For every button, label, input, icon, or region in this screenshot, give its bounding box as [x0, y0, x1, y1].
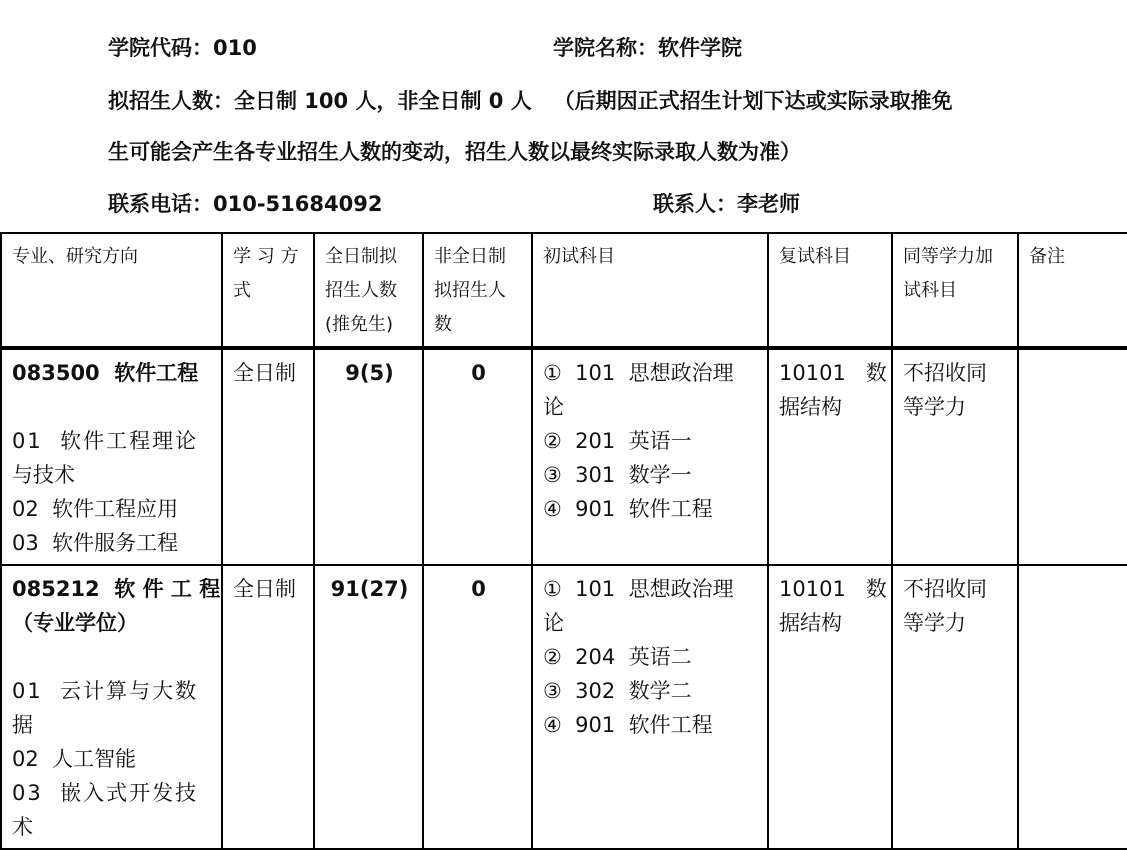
exam-line: ③ 301 数学一	[543, 463, 692, 487]
spacer	[12, 390, 213, 424]
direction-line: 03 嵌入式开发技	[12, 781, 199, 805]
major-cell	[1, 565, 222, 849]
header-part-time-count	[423, 233, 532, 348]
table-row	[1, 348, 1127, 565]
direction-line: 据	[12, 713, 33, 737]
header-ft-line: (推免生)	[325, 314, 394, 335]
contact-phone: 联系电话：010-51684092	[108, 192, 383, 216]
header-equiv-line: 同等学力加	[903, 246, 993, 267]
major-title: 083500 软件工程	[12, 361, 199, 385]
equivalent-line: 不招收同	[903, 361, 987, 385]
direction-line: 01 软件工程理论	[12, 429, 199, 453]
header-ft-line: 招生人数	[325, 280, 397, 301]
header-mode-line: 学 习 方	[233, 246, 299, 267]
header-pt-line: 非全日制	[434, 246, 506, 267]
header-major	[1, 233, 222, 348]
retest-line: 据结构	[779, 611, 842, 635]
header-pt-line: 拟招生人	[434, 280, 506, 301]
header-initial-exam	[532, 233, 768, 348]
equivalent-cell	[892, 348, 1018, 565]
direction-line: 01 云计算与大数	[12, 679, 199, 703]
header-retest-line: 复试科目	[779, 246, 851, 267]
equivalent-line: 等学力	[903, 611, 966, 635]
table-header-row	[1, 233, 1127, 348]
header-study-mode	[222, 233, 314, 348]
equivalent-line: 不招收同	[903, 577, 987, 601]
major-title: 085212 软 件 工 程	[12, 577, 221, 601]
enrollment-table	[0, 232, 1127, 850]
equivalent-cell	[892, 565, 1018, 849]
direction-line: 02 软件工程应用	[12, 497, 179, 521]
initial-exam-cell	[532, 565, 768, 849]
direction-line: 02 人工智能	[12, 747, 137, 771]
college-code: 学院代码：010	[108, 36, 257, 60]
exam-line: ② 204 英语二	[543, 645, 692, 669]
enrollment-line-2: 生可能会产生各专业招生人数的变动，招生人数以最终实际录取人数为准）	[108, 140, 801, 164]
header-note-line: 备注	[1029, 246, 1065, 267]
college-name: 学院名称：软件学院	[553, 36, 742, 60]
exam-line: ④ 901 软件工程	[543, 497, 713, 521]
exam-line: 论	[543, 395, 564, 419]
part-time-count-cell: 0	[423, 565, 532, 849]
full-time-count-cell: 9(5)	[314, 348, 423, 565]
direction-line: 术	[12, 815, 33, 839]
enrollment-line-1: 拟招生人数：全日制 100 人，非全日制 0 人 （后期因正式招生计划下达或实际录取推免	[108, 89, 953, 113]
header-full-time-count	[314, 233, 423, 348]
part-time-count-cell: 0	[423, 348, 532, 565]
header-retest	[768, 233, 892, 348]
retest-cell	[768, 348, 892, 565]
retest-cell	[768, 565, 892, 849]
exam-line: ② 201 英语一	[543, 429, 692, 453]
exam-line: 论	[543, 611, 564, 635]
header-pt-line: 数	[434, 314, 452, 335]
equivalent-line: 等学力	[903, 395, 966, 419]
exam-line: ④ 901 软件工程	[543, 713, 713, 737]
study-mode-cell: 全日制	[222, 565, 314, 849]
header-equiv-line: 试科目	[903, 280, 957, 301]
direction-line: 与技术	[12, 463, 75, 487]
header-exam-line: 初试科目	[543, 246, 615, 267]
spacer	[12, 640, 213, 674]
initial-exam-cell	[532, 348, 768, 565]
full-time-count-cell: 91(27)	[314, 565, 423, 849]
header-major-line: 专业、研究方向	[12, 246, 138, 267]
table-row	[1, 565, 1127, 849]
header-ft-line: 全日制拟	[325, 246, 397, 267]
major-cell	[1, 348, 222, 565]
direction-line: 03 软件服务工程	[12, 531, 179, 555]
exam-line: ① 101 思想政治理	[543, 577, 734, 601]
header-mode-line: 式	[233, 280, 251, 301]
study-mode-cell: 全日制	[222, 348, 314, 565]
exam-line: ① 101 思想政治理	[543, 361, 734, 385]
retest-line: 据结构	[779, 395, 842, 419]
exam-line: ③ 302 数学二	[543, 679, 692, 703]
header-note	[1018, 233, 1127, 348]
header-equivalent	[892, 233, 1018, 348]
note-cell	[1018, 565, 1127, 849]
contact-person: 联系人：李老师	[653, 192, 800, 216]
retest-line: 10101 数	[779, 577, 887, 601]
note-cell	[1018, 348, 1127, 565]
retest-line: 10101 数	[779, 361, 887, 385]
major-subtitle: （专业学位）	[12, 611, 138, 635]
